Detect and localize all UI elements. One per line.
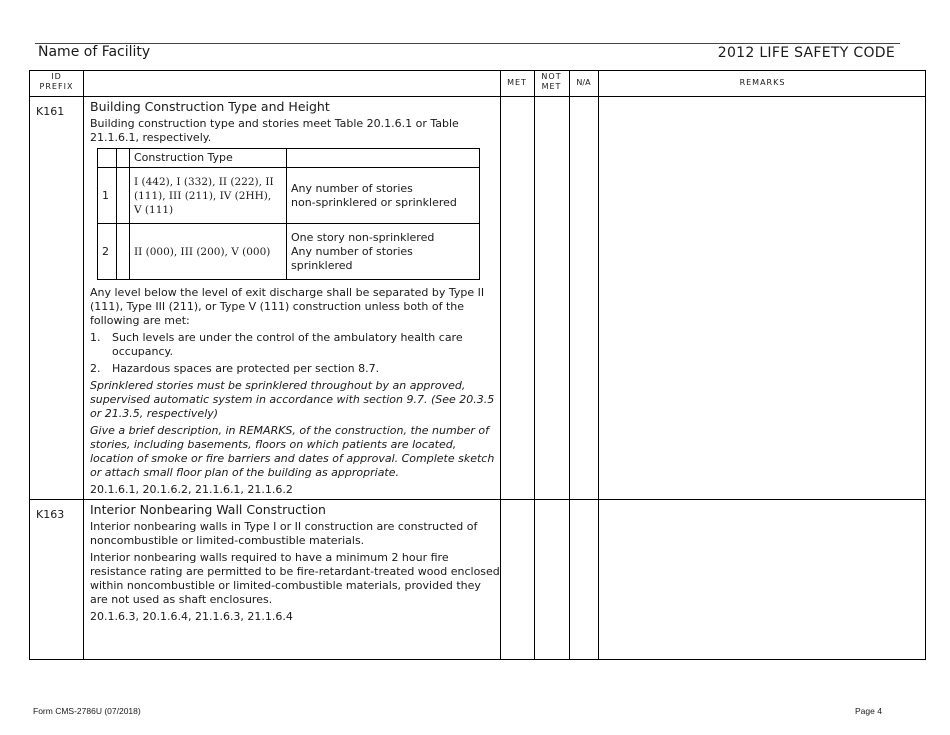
- k163-title: Interior Nonbearing Wall Construction: [90, 502, 326, 517]
- list-text: Hazardous spaces are protected per section 8.7.: [112, 362, 380, 375]
- survey-table: [29, 70, 926, 660]
- col-id-line2: PREFIX: [39, 82, 74, 91]
- table-row: [98, 224, 480, 280]
- stories-line1: Any number of stories: [291, 181, 413, 195]
- col-remarks: REMARKS: [739, 78, 786, 87]
- k163-references: 20.1.6.3, 20.1.6.4, 21.1.6.3, 21.1.6.4: [90, 610, 293, 623]
- divider-met: [500, 71, 501, 659]
- header-rule: [35, 43, 900, 44]
- list-item: [90, 362, 500, 376]
- list-num: 2.: [90, 362, 101, 375]
- divider-na: [569, 71, 570, 659]
- k161-id: K161: [36, 105, 65, 118]
- k161-references: 20.1.6.1, 20.1.6.2, 21.1.6.1, 21.1.6.2: [90, 483, 293, 496]
- row-num: 1: [98, 168, 117, 224]
- stories-line1: One story non-sprinklered: [291, 230, 435, 244]
- table-header-row: [98, 149, 480, 168]
- list-item: [90, 331, 500, 359]
- k163-para2: Interior nonbearing walls required to have a minimum 2 hour fire resistance rating are permitted to be fire-retardant-treated wood enclosed within noncombustible or limited-combustible materials, provided they are not used as shaft enclosures.: [90, 551, 500, 606]
- divider-notmet: [534, 71, 535, 659]
- col-met: MET: [507, 78, 527, 87]
- col-id-prefix: [30, 72, 83, 92]
- header-bottom-rule: [30, 96, 925, 97]
- stories-line2: Any number of stories sprinklered: [291, 244, 413, 272]
- col-notmet-line1: NOT: [541, 72, 562, 81]
- stories-cell: [287, 168, 480, 224]
- table-cell: [117, 149, 130, 168]
- table-cell: [98, 149, 117, 168]
- k163-para1: Interior nonbearing walls in Type I or II construction are constructed of noncombustible or limited-combustible materials.: [90, 520, 478, 547]
- stories-cell: [287, 224, 480, 280]
- col-na: N/A: [576, 78, 591, 87]
- divider-id: [83, 71, 84, 659]
- construction-types: II (000), III (200), V (000): [130, 224, 287, 280]
- col-not-met: [534, 72, 569, 92]
- k163-id: K163: [36, 508, 65, 521]
- list-text: Such levels are under the control of the ambulatory health care occupancy.: [112, 331, 463, 358]
- facility-name-label: Name of Facility: [38, 44, 151, 60]
- construction-type-table: [97, 148, 480, 280]
- k161-content: [90, 100, 500, 500]
- divider-remarks: [598, 71, 599, 659]
- list-num: 1.: [90, 331, 101, 344]
- stories-line2: non-sprinklered or sprinklered: [291, 195, 457, 209]
- table-header-cell: Construction Type: [130, 149, 287, 168]
- k161-intro: Building construction type and stories meet Table 20.1.6.1 or Table 21.1.6.1, respectively.: [90, 117, 459, 144]
- construction-types: I (442), I (332), II (222), II (111), III (211), IV (2HH), V (111): [130, 168, 287, 224]
- col-id-line1: ID: [51, 72, 62, 81]
- page-number: Page 4: [855, 706, 882, 716]
- k163-content: [90, 503, 500, 627]
- table-cell: [287, 149, 480, 168]
- table-cell: [117, 224, 130, 280]
- k161-italic-note: Sprinklered stories must be sprinklered throughout by an approved, supervised automatic system in accordance with section 9.7. (See 20.3.5 or 21.3.5, respectively): [90, 379, 495, 420]
- col-notmet-line2: MET: [541, 82, 562, 91]
- table-cell: [117, 168, 130, 224]
- k161-title: Building Construction Type and Height: [90, 99, 330, 114]
- row-num: 2: [98, 224, 117, 280]
- code-title: 2012 LIFE SAFETY CODE: [717, 45, 895, 61]
- table-row: [98, 168, 480, 224]
- form-number: Form CMS-2786U (07/2018): [33, 706, 141, 716]
- k161-below-text: Any level below the level of exit discharge shall be separated by Type II (111), Type III (211), or Type V (111) construction unless both of the following are met:: [90, 286, 485, 327]
- k161-italic-instructions: Give a brief description, in REMARKS, of the construction, the number of stories, including basements, floors on which patients are located, location of smoke or fire barriers and dates of approval. Complete sketch or attach small floor plan of the building as appropriate.: [90, 424, 495, 479]
